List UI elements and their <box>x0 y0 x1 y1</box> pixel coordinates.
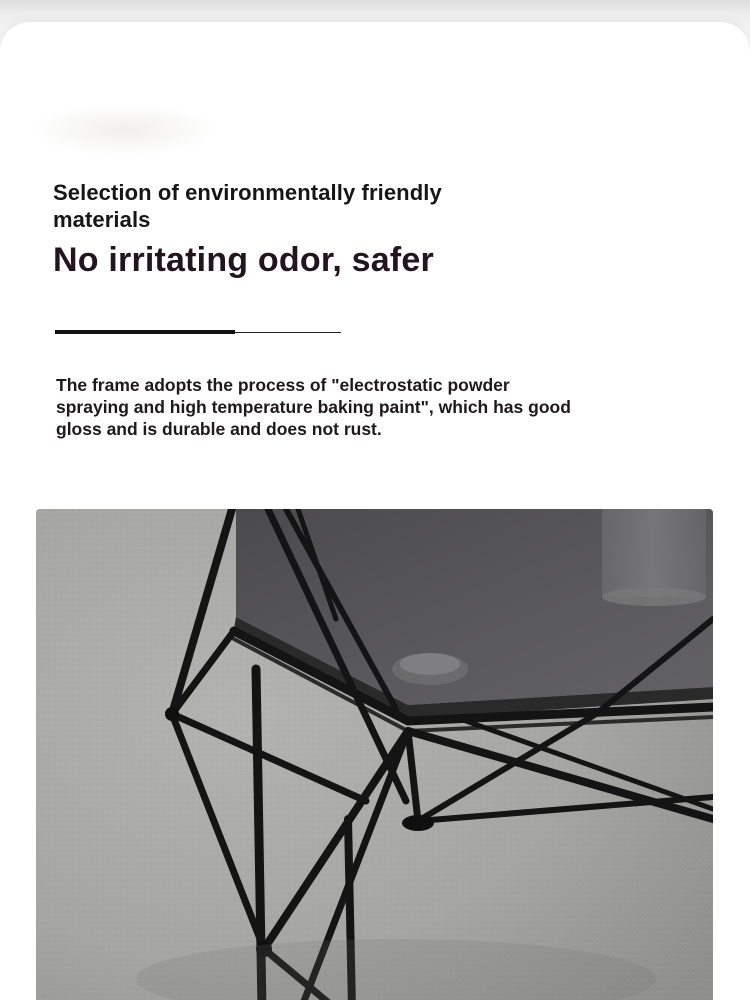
coffee-table-illustration <box>36 509 713 1000</box>
description-paragraph: The frame adopts the process of "electrostatic powder spraying and high temperature baking paint", which has good gloss and is durable and does not rust. <box>56 375 571 439</box>
product-photo <box>36 509 713 1000</box>
content-card <box>0 22 750 1000</box>
section-subtitle: Selection of environmentally friendly materials <box>53 180 442 232</box>
faded-brand-watermark <box>32 104 217 156</box>
divider-accent-line <box>55 330 235 334</box>
glass-cup <box>602 509 706 606</box>
section-headline: No irritating odor, safer <box>53 241 434 279</box>
